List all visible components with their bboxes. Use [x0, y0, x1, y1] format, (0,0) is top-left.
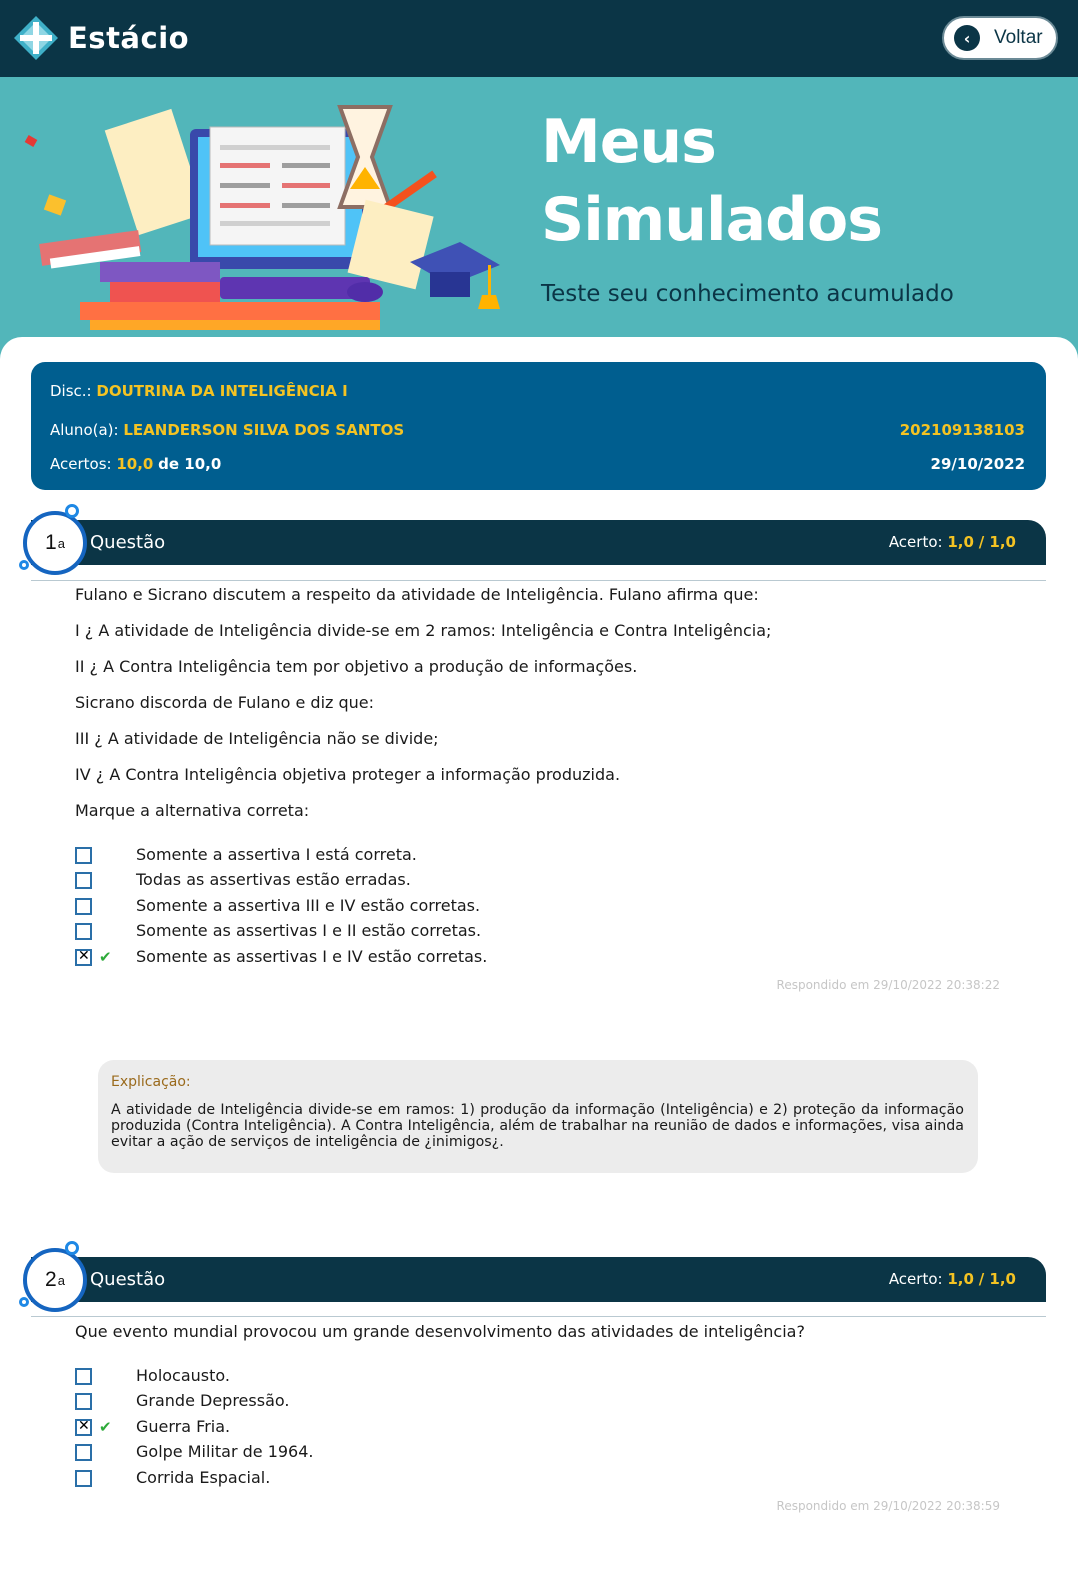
option-label: Guerra Fria.: [136, 1417, 231, 1436]
option-label: Somente a assertiva I está correta.: [136, 845, 417, 864]
student-name: LEANDERSON SILVA DOS SANTOS: [123, 421, 405, 439]
student-id: 202109138103: [899, 421, 1025, 439]
chevron-left-icon: ‹: [954, 25, 980, 51]
option-checkbox[interactable]: [75, 1444, 92, 1461]
divider: [31, 1316, 1046, 1317]
answered-timestamp: Respondido em 29/10/2022 20:38:22: [776, 978, 1000, 992]
back-button[interactable]: [942, 16, 1058, 60]
option-label: Golpe Militar de 1964.: [136, 1442, 314, 1461]
question-1-title: Questão: [90, 532, 166, 553]
exam-date: 29/10/2022: [930, 455, 1025, 473]
option-checkbox[interactable]: [75, 847, 92, 864]
student-label: Aluno(a):: [50, 421, 119, 439]
question-2-option[interactable]: [75, 1468, 271, 1487]
question-2-title: Questão: [90, 1269, 166, 1290]
question-2-option-selected[interactable]: [75, 1417, 231, 1436]
question-1-line: II ¿ A Contra Inteligência tem por objetivo a produção de informações.: [75, 657, 638, 676]
option-checkbox[interactable]: [75, 1393, 92, 1410]
option-checkbox[interactable]: [75, 923, 92, 940]
question-ordinal: a: [57, 535, 65, 551]
page-title: [541, 103, 961, 259]
hits-label: Acertos:: [50, 455, 112, 473]
score-label: Acerto:: [888, 533, 943, 551]
badge-dot: [19, 1297, 29, 1307]
score-max: / 1,0: [978, 1270, 1016, 1288]
question-1-line: Marque a alternativa correta:: [75, 801, 310, 820]
option-label: Holocausto.: [136, 1366, 230, 1385]
discipline-row: [50, 382, 1025, 400]
question-1-header: [31, 520, 1046, 565]
question-1-line: IV ¿ A Contra Inteligência objetiva proteger a informação produzida.: [75, 765, 621, 784]
question-1-option[interactable]: [75, 896, 481, 915]
question-2-number-badge: [23, 1248, 87, 1312]
study-illustration-icon: [20, 97, 520, 347]
option-label: Somente as assertivas I e II estão corretas.: [136, 921, 482, 940]
option-checkbox[interactable]: [75, 1470, 92, 1487]
checkmark-icon: ✔: [99, 948, 112, 966]
option-checkbox-checked[interactable]: [75, 949, 92, 966]
option-checkbox[interactable]: [75, 872, 92, 889]
page-title-line2: Simulados: [541, 185, 882, 255]
question-1-line: I ¿ A atividade de Inteligência divide-se em 2 ramos: Inteligência e Contra Inteligência;: [75, 621, 772, 640]
option-checkbox[interactable]: [75, 898, 92, 915]
score-value: 1,0: [947, 1270, 974, 1288]
student-row: [50, 421, 1025, 439]
question-1-option[interactable]: [75, 870, 411, 889]
explanation-box: [98, 1060, 978, 1173]
option-label: Somente a assertiva III e IV estão corretas.: [136, 896, 481, 915]
score-label: Acerto:: [888, 1270, 943, 1288]
question-number: 1: [45, 531, 57, 554]
estacio-logo-icon: [12, 14, 60, 62]
option-label: Somente as assertivas I e IV estão corretas.: [136, 947, 488, 966]
back-button-label: Voltar: [994, 27, 1043, 48]
question-2-option[interactable]: [75, 1442, 314, 1461]
question-number: 2: [45, 1268, 57, 1291]
hits-value: 10,0: [116, 455, 154, 473]
option-label: Grande Depressão.: [136, 1391, 290, 1410]
question-1-line: Sicrano discorda de Fulano e diz que:: [75, 693, 375, 712]
question-2-option[interactable]: [75, 1391, 290, 1410]
content-top-curve: [0, 337, 1078, 359]
hits-total: de 10,0: [158, 455, 222, 473]
score-value: 1,0: [947, 533, 974, 551]
question-1-line: III ¿ A atividade de Inteligência não se divide;: [75, 729, 439, 748]
badge-dot: [19, 560, 29, 570]
brand-name: Estácio: [68, 21, 190, 55]
page-title-line1: Meus: [541, 107, 716, 177]
question-2-option[interactable]: [75, 1366, 230, 1385]
explanation-title: Explicação:: [111, 1074, 191, 1090]
explanation-text: A atividade de Inteligência divide-se em ramos: 1) produção da informação (Inteligência) e 2) proteção da informação produzida (Contra Inteligência). A Contra Inteligência, além de trabalhar na reunião de dados e informações, visa ainda evitar a ação de serviços de inteligência de ¿inimigos¿.: [111, 1102, 964, 1150]
badge-dot: [65, 504, 79, 518]
question-1-option-selected[interactable]: [75, 947, 488, 966]
question-ordinal: a: [57, 1272, 65, 1288]
option-checkbox-checked[interactable]: [75, 1419, 92, 1436]
discipline-value: DOUTRINA DA INTELIGÊNCIA I: [96, 382, 348, 400]
badge-dot: [65, 1241, 79, 1255]
discipline-label: Disc.:: [50, 382, 92, 400]
question-2-header: [31, 1257, 1046, 1302]
hits-row: [50, 455, 1025, 473]
brand-logo[interactable]: [12, 14, 189, 62]
option-label: Todas as assertivas estão erradas.: [136, 870, 411, 889]
divider: [31, 580, 1046, 581]
checkmark-icon: ✔: [99, 1418, 112, 1436]
score-max: / 1,0: [978, 533, 1016, 551]
hero-banner: [0, 77, 1078, 359]
question-2-score: [889, 1270, 1016, 1288]
answered-timestamp: Respondido em 29/10/2022 20:38:59: [776, 1499, 1000, 1513]
question-1-number-badge: [23, 511, 87, 575]
exam-info-card: [31, 362, 1046, 490]
question-2-line: Que evento mundial provocou um grande desenvolvimento das atividades de inteligência?: [75, 1322, 805, 1341]
option-checkbox[interactable]: [75, 1368, 92, 1385]
question-1-option[interactable]: [75, 921, 482, 940]
option-label: Corrida Espacial.: [136, 1468, 271, 1487]
page-subtitle: Teste seu conhecimento acumulado: [541, 281, 954, 307]
top-bar: [0, 0, 1078, 77]
question-1-score: [889, 533, 1016, 551]
question-1-line: Fulano e Sicrano discutem a respeito da atividade de Inteligência. Fulano afirma que:: [75, 585, 759, 604]
question-1-option[interactable]: [75, 845, 417, 864]
